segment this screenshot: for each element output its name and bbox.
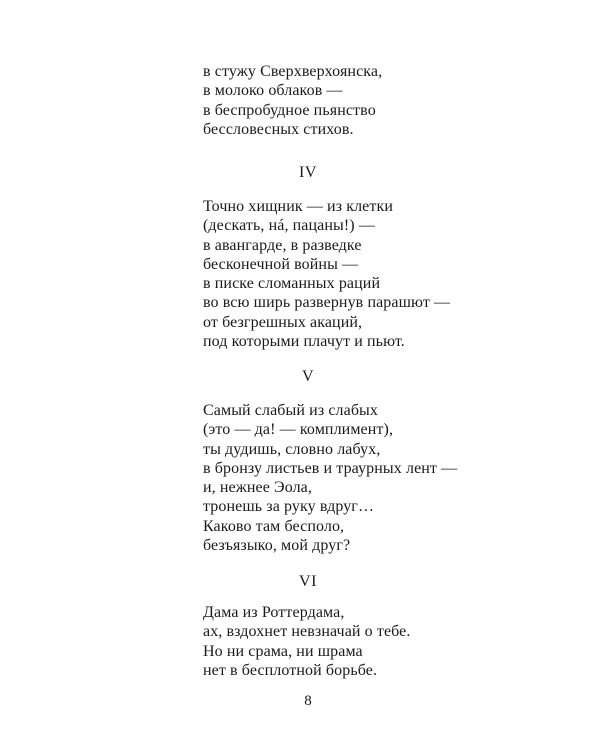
stanza-vi <box>203 603 410 680</box>
poem-line: в молоко облаков — <box>203 82 343 100</box>
poem-line: во всю ширь развернув парашют — <box>203 294 451 312</box>
poem-line: в писке сломанных раций <box>203 275 381 293</box>
poem-line: Дама из Роттердама, <box>203 604 345 621</box>
poem-line: в беспробудное пьянство <box>203 101 376 119</box>
poem-line: и, нежнее Эола, <box>203 479 312 497</box>
section-numeral-v: V <box>301 368 315 385</box>
poem-line: бесконечной войны — <box>203 255 359 273</box>
section-numeral-vi: VI <box>299 573 317 590</box>
poem-line: в авангарде, в разведке <box>203 236 362 254</box>
stanza-v <box>203 401 457 555</box>
poem-line: безъязыко, мой друг? <box>203 537 351 555</box>
poem-line: Каково там бесполо, <box>203 517 345 535</box>
stanza-iv <box>203 197 450 351</box>
poem-line: (дескать, нá, пацаны!) — <box>203 217 375 235</box>
stanza-continuation <box>203 62 382 139</box>
poem-line: нет в бесплотной борьбе. <box>203 661 378 679</box>
poem-line: Самый слабый из слабых <box>203 402 379 419</box>
poem-line: Точно хищник — из клетки <box>203 198 394 215</box>
poem-line: под которыми плачут и пьют. <box>203 333 405 351</box>
section-numeral-iv: IV <box>299 164 317 181</box>
poem-line: Но ни срама, ни шрама <box>203 642 363 660</box>
poem-line: в стужу Сверхверхоянска, <box>203 63 383 80</box>
poem-line: от безгрешных акаций, <box>203 313 363 331</box>
poem-line: ах, вздохнет невзначай о тебе. <box>203 623 411 641</box>
poem-line: тронешь за руку вдруг… <box>203 498 375 516</box>
poem-line: ты дудишь, словно лабух, <box>203 440 381 458</box>
poem-line: (это — да! — комплимент), <box>203 421 394 439</box>
poem-line: в бронзу листьев и траурных лент — <box>203 459 458 477</box>
poem-line: бессловесных стихов. <box>203 120 354 138</box>
page-number: 8 <box>304 693 312 709</box>
